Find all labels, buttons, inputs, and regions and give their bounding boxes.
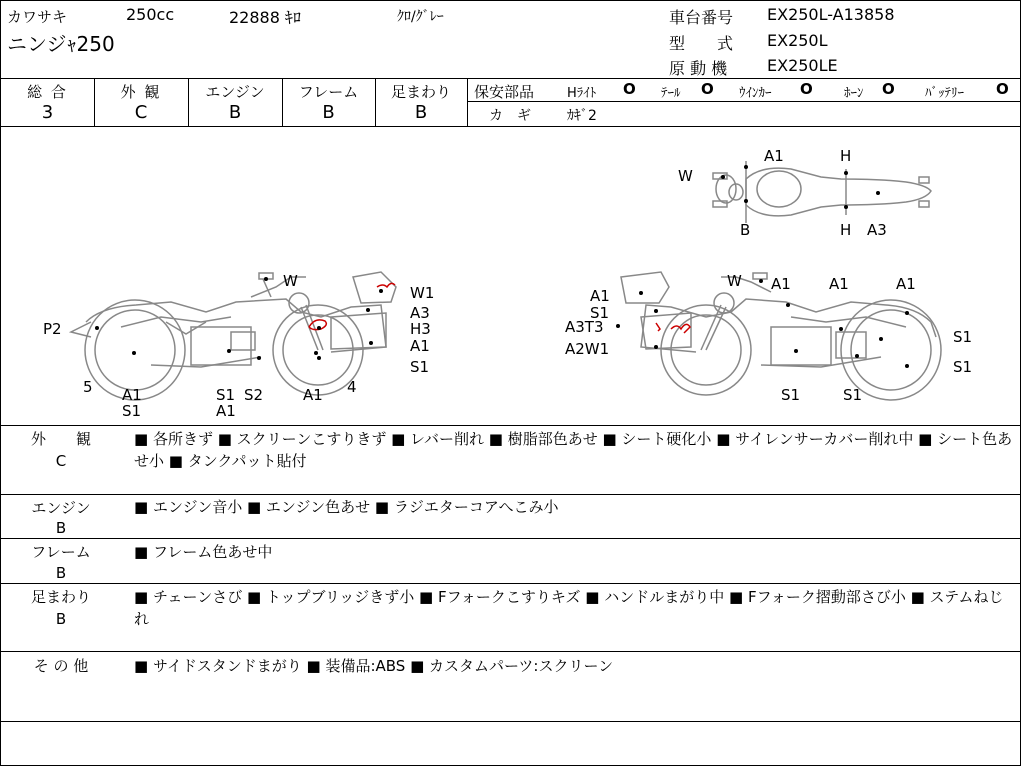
winker-label: ｳｲﾝｶｰ (739, 86, 772, 101)
divider (1, 651, 1020, 652)
diagram-label-left: 4 (347, 378, 357, 396)
diagram-marker-dot (616, 324, 620, 328)
diagram-marker-dot (132, 351, 136, 355)
diagram-label-left: W (283, 272, 298, 290)
exterior-grade-label: 外 観 (120, 83, 162, 101)
diagram-label-left: P2 (43, 320, 62, 338)
divider (1, 425, 1020, 426)
diagram-label-left: A1 (122, 386, 142, 404)
safety-parts-label: 保安部品 (474, 83, 535, 101)
diagram-marker-dot (264, 277, 268, 281)
diagram-label-top: H (840, 221, 852, 239)
bike-top-view (713, 161, 931, 223)
diagram-marker-dot (314, 351, 318, 355)
diagram-label-left: A1 (410, 337, 430, 355)
model-name: ニンジｬ250 (7, 32, 115, 56)
exterior-notes: ■ 各所きず ■ スクリーンこすりきず ■ レバー削れ ■ 樹脂部色あせ ■ シート硬化小 ■ サイレンサーカバー削れ中 ■ シート色あせ小 ■ タンクパット貼付 (134, 430, 1013, 470)
mileage: 22888 ｷﾛ (229, 8, 301, 27)
color: ｸﾛ/ｸﾞﾚｰ (397, 9, 444, 25)
suspension-section-label: 足まわり (30, 588, 91, 606)
diagram-label-top: B (740, 221, 751, 239)
horn-status: O (882, 80, 895, 98)
diagram-label-left: A1 (216, 402, 236, 420)
engine-notes: ■ エンジン音小 ■ エンジン色あせ ■ ラジエターコアへこみ小 (134, 498, 559, 516)
diagram-marker-dot (317, 326, 321, 330)
frame-no-label: 車台番号 (669, 8, 734, 27)
model-type: EX250L (767, 31, 828, 50)
divider (467, 78, 468, 126)
headlight-status: O (623, 80, 636, 98)
frame-section-label: フレーム (31, 543, 91, 561)
frame-section-grade: B (55, 564, 67, 582)
frame-notes: ■ フレーム色あせ中 (134, 543, 273, 561)
diagram-label-right: A3T3 (565, 318, 604, 336)
diagram-marker-dot (744, 199, 748, 203)
overall-grade-label: 総 合 (27, 83, 68, 101)
frame-grade-label: フレーム (298, 83, 359, 101)
key-value: ｶｷﾞ2 (567, 108, 597, 124)
diagram-marker-dot (786, 303, 790, 307)
diagram-label-right: S1 (953, 328, 973, 346)
diagram-label-right: S1 (781, 386, 801, 404)
engine-grade: B (228, 102, 242, 123)
diagram-marker-dot (366, 308, 370, 312)
divider (1, 494, 1020, 495)
diagram-marker-dot (654, 345, 658, 349)
diagram-marker-dot (654, 309, 658, 313)
diagram-marker-dot (369, 341, 373, 345)
diagram-label-left: W1 (410, 284, 435, 302)
diagram-marker-dot (759, 279, 763, 283)
type-label: 型 式 (669, 34, 734, 53)
divider (1, 721, 1020, 722)
displacement: 250cc (126, 5, 175, 24)
diagram-label-right: S1 (843, 386, 863, 404)
frame-no: EX250L-A13858 (767, 5, 895, 24)
damage-mark (377, 283, 395, 287)
diagram-marker-dot (317, 356, 321, 360)
diagram-label-left: H3 (410, 320, 431, 338)
divider (1, 78, 1020, 79)
divider (1, 538, 1020, 539)
diagram-label-right: A1 (590, 287, 610, 305)
suspension-notes: ■ チェーンさび ■ トップブリッジきず小 ■ Fフォークこすりキズ ■ ハンドルまがり中 ■ Fフォーク摺動部さび小 ■ ステムねじれ (134, 588, 1004, 628)
horn-label: ﾎｰﾝ (844, 86, 864, 101)
diagram-label-right: S1 (590, 304, 610, 322)
divider (1, 583, 1020, 584)
diagram-marker-dot (855, 354, 859, 358)
diagram-marker-dot (794, 349, 798, 353)
diagram-marker-dot (876, 191, 880, 195)
suspension-grade-label: 足まわり (390, 83, 451, 101)
diagram-label-right: A1 (829, 275, 849, 293)
other-notes: ■ サイドスタンドまがり ■ 装備品:ABS ■ カスタムパーツ:スクリーン (134, 657, 614, 675)
suspension-section-grade: B (55, 610, 67, 628)
diagram-marker-dot (844, 171, 848, 175)
diagram-label-right: S1 (953, 358, 973, 376)
diagram-label-top: A1 (764, 147, 784, 165)
diagram-marker-dot (379, 289, 383, 293)
taillight-status: O (701, 80, 714, 98)
diagram-marker-dot (257, 356, 261, 360)
suspension-grade: B (414, 102, 428, 123)
diagram-marker-dot (227, 349, 231, 353)
diagram-label-right: A1 (896, 275, 916, 293)
diagram-marker-dot (905, 364, 909, 368)
diagram-label-left: S1 (410, 358, 430, 376)
winker-status: O (800, 80, 813, 98)
diagram-label-top: H (840, 147, 852, 165)
diagram-marker-dot (95, 326, 99, 330)
key-label: カ ギ (489, 108, 531, 124)
diagram-label-right: A2W1 (565, 340, 610, 358)
diagram-label-left: A1 (303, 386, 323, 404)
diagram-marker-dot (905, 311, 909, 315)
divider (468, 101, 1020, 102)
diagram-label-top: A3 (867, 221, 887, 239)
damage-diagram (1, 127, 1022, 425)
diagram-label-top: W (678, 167, 693, 185)
diagram-marker-dot (744, 165, 748, 169)
other-section-label: そ の 他 (33, 657, 89, 675)
headlight-label: Hﾗｲﾄ (567, 86, 597, 101)
battery-status: O (996, 80, 1009, 98)
diagram-marker-dot (839, 327, 843, 331)
frame-grade: B (322, 102, 335, 123)
diagram-label-left: S2 (244, 386, 264, 404)
exterior-section-label: 外 観 (30, 430, 91, 448)
diagram-label-left: S1 (216, 386, 236, 404)
diagram-label-left: A3 (410, 304, 430, 322)
diagram-label-left: S1 (122, 402, 142, 420)
maker: カワサキ (7, 8, 68, 26)
exterior-grade: C (134, 102, 148, 123)
diagram-marker-dot (721, 175, 725, 179)
taillight-label: ﾃｰﾙ (661, 86, 681, 101)
damage-mark (656, 323, 660, 331)
battery-label: ﾊﾞｯﾃﾘｰ (925, 86, 964, 101)
engine-model: EX250LE (767, 56, 838, 75)
diagram-marker-dot (639, 291, 643, 295)
diagram-marker-dot (844, 205, 848, 209)
exterior-section-grade: C (55, 452, 67, 470)
engine-model-label: 原 動 機 (669, 59, 728, 78)
overall-grade: 3 (41, 102, 54, 123)
diagram-label-right: A1 (771, 275, 791, 293)
engine-section-label: エンジン (31, 499, 91, 517)
engine-section-grade: B (55, 519, 67, 537)
engine-grade-label: エンジン (205, 83, 265, 101)
diagram-label-right: W (727, 272, 742, 290)
diagram-label-left: 5 (83, 378, 93, 396)
diagram-marker-dot (879, 337, 883, 341)
